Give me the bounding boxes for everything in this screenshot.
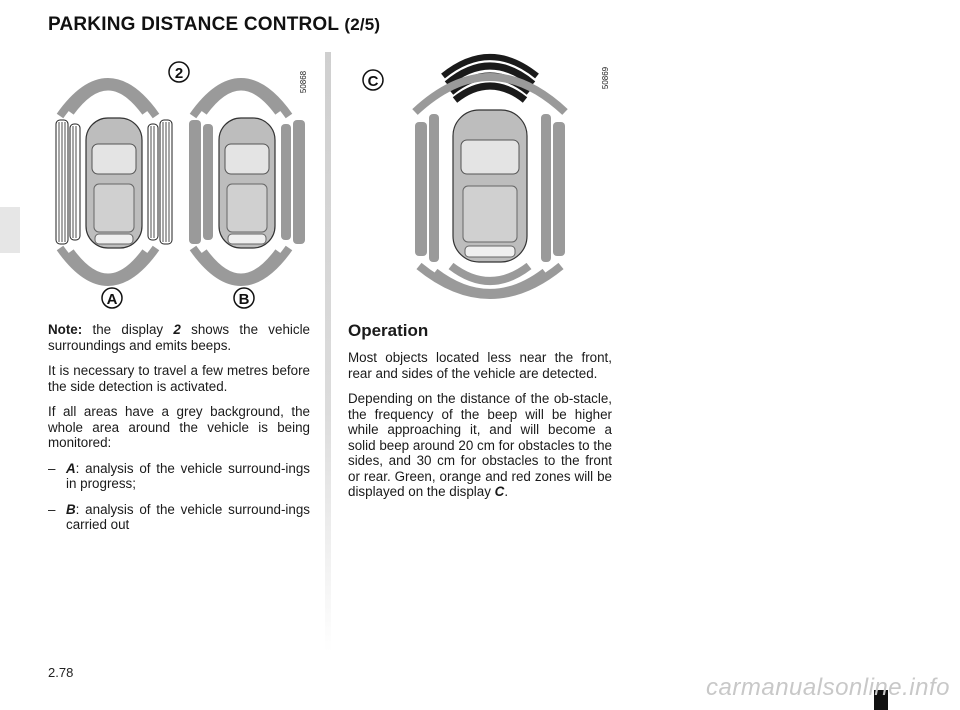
left-column xyxy=(48,322,310,543)
callout-2-label: 2 xyxy=(174,65,184,82)
figure-display-a-b xyxy=(48,52,318,314)
list-dash: – xyxy=(48,501,56,517)
list-text-a: : analysis of the vehicle surround-ings in progress; xyxy=(66,460,310,491)
callout-c xyxy=(363,70,383,90)
section-heading-operation: Operation xyxy=(348,321,429,340)
chapter-tab xyxy=(0,207,20,253)
note-ref: 2 xyxy=(173,322,181,337)
list-item-a xyxy=(48,461,310,492)
right-column xyxy=(348,320,612,510)
paragraph-beep-frequency xyxy=(348,391,612,500)
paragraph-beep-text: Depending on the distance of the ob-stacle, the frequency of the beep will be higher while approaching it, and will become a solid beep around 20 cm for obstacles to the sides, and 30 cm for obstacles to the front or rear. Green, orange and red zones will be displayed on the display xyxy=(348,391,612,499)
label-a xyxy=(102,288,122,308)
paragraph-beep-end: . xyxy=(504,484,509,499)
callout-c-label: C xyxy=(367,73,379,90)
display-ref-c: C xyxy=(494,484,505,499)
list-key-b: B xyxy=(66,501,76,517)
list-key-a: A xyxy=(66,460,76,476)
note-text-1: the display xyxy=(82,322,174,337)
note-text-2: shows the vehicle surroundings and emits beeps. xyxy=(48,322,310,353)
display-c xyxy=(415,57,565,295)
paragraph-detection: Most objects located less near the front, rear and sides of the vehicle are detected. xyxy=(348,350,612,381)
label-b xyxy=(234,288,254,308)
figure-code-left: 50868 xyxy=(299,70,308,94)
column-divider xyxy=(325,52,331,652)
note-paragraph xyxy=(48,322,310,353)
display-a xyxy=(56,82,172,282)
note-label: Note: xyxy=(48,322,83,337)
paragraph-side-detection: It is necessary to travel a few metres before the side detection is activated. xyxy=(48,363,310,394)
list-item-b xyxy=(48,502,310,533)
callout-2 xyxy=(169,62,189,82)
page-title xyxy=(48,14,380,36)
list-text-b: : analysis of the vehicle surround-ings carried out xyxy=(66,501,310,532)
watermark: carmanualsonline.info xyxy=(706,674,950,701)
label-a-text: A xyxy=(106,291,118,308)
figure-code-right: 50869 xyxy=(601,66,610,90)
page-title-suffix: (2/5) xyxy=(344,15,381,34)
display-b xyxy=(189,82,305,282)
list-dash: – xyxy=(48,460,56,476)
label-b-text: B xyxy=(238,291,250,308)
paragraph-grey-background: If all areas have a grey background, the whole area around the vehicle is being monitored: xyxy=(48,404,310,450)
page-title-text: PARKING DISTANCE CONTROL xyxy=(48,14,339,35)
page-number: 2.78 xyxy=(48,665,74,680)
figure-display-c xyxy=(355,52,625,314)
